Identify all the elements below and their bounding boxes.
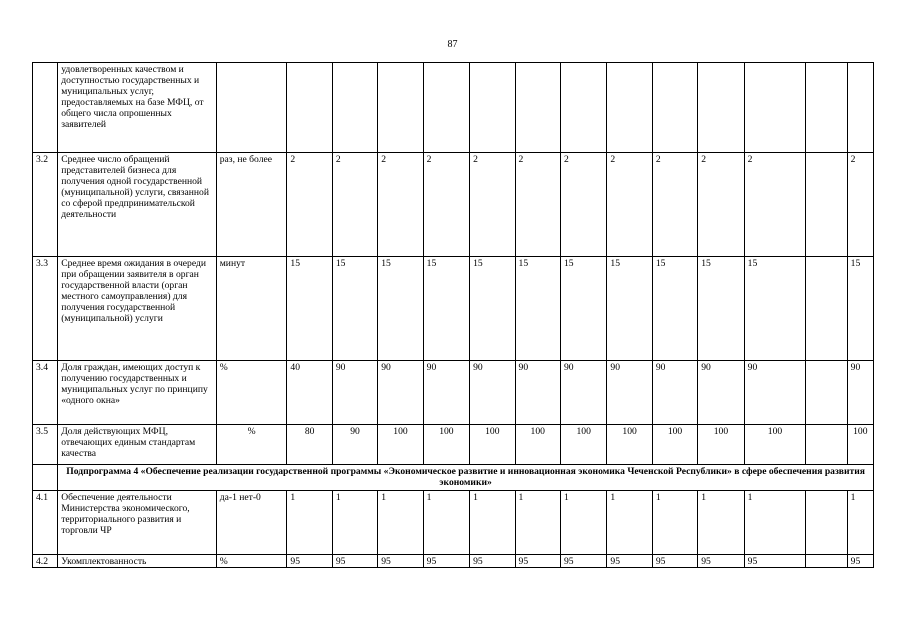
value-cell: 95 (470, 555, 515, 568)
value-cell: 2 (652, 153, 697, 257)
value-cell: 90 (423, 361, 469, 425)
value-cell: 90 (744, 361, 806, 425)
value-cell: 100 (607, 425, 652, 465)
value-cell: 15 (744, 257, 806, 361)
value-cell: 90 (470, 361, 515, 425)
value-cell: 2 (744, 153, 806, 257)
value-cell: 95 (332, 555, 377, 568)
value-cell: 15 (515, 257, 560, 361)
row-number-cell: 3.2 (33, 153, 58, 257)
value-cell: 100 (652, 425, 697, 465)
row-number-cell: 3.4 (33, 361, 58, 425)
value-cell: 100 (744, 425, 806, 465)
indicators-table (32, 62, 874, 568)
value-cell: 40 (287, 361, 332, 425)
value-cell: 1 (744, 491, 806, 555)
value-cell: 1 (470, 491, 515, 555)
value-cell: 95 (652, 555, 697, 568)
value-cell: 90 (698, 361, 744, 425)
value-cell (806, 361, 847, 425)
value-cell: 2 (378, 153, 423, 257)
unit-cell: да-1 нет-0 (216, 491, 287, 555)
value-cell: 100 (560, 425, 606, 465)
indicator-cell: Укомплектованность (58, 555, 217, 568)
value-cell: 1 (847, 491, 873, 555)
table-row (33, 257, 874, 361)
value-cell: 2 (698, 153, 744, 257)
value-cell: 2 (332, 153, 377, 257)
indicator-cell: Обеспечение деятельности Министерства экономического, территориального развития и торговли ЧР (58, 491, 217, 555)
value-cell: 1 (423, 491, 469, 555)
table-row (33, 63, 874, 153)
page-number: 87 (447, 39, 458, 50)
value-cell: 90 (515, 361, 560, 425)
value-cell: 15 (698, 257, 744, 361)
value-cell: 15 (378, 257, 423, 361)
value-cell: 90 (378, 361, 423, 425)
value-cell: 95 (287, 555, 332, 568)
value-cell: 1 (698, 491, 744, 555)
value-cell: 95 (560, 555, 606, 568)
value-cell: 1 (515, 491, 560, 555)
value-cell: 2 (470, 153, 515, 257)
value-cell: 90 (560, 361, 606, 425)
table-row (33, 425, 874, 465)
table-row (33, 153, 874, 257)
value-cell: 1 (287, 491, 332, 555)
value-cell: 95 (847, 555, 873, 568)
table-row (33, 555, 874, 568)
subprogram-title: Подпрограмма 4 «Обеспечение реализации государственной программы «Экономическое развитие и инновационная экономика Чеченской Республики» в сфере обеспечения развития экономики» (58, 465, 874, 491)
value-cell: 100 (698, 425, 744, 465)
value-cell (806, 425, 847, 465)
indicator-cell: Доля граждан, имеющих доступ к получению государственных и муниципальных услуг по принципу «одного окна» (58, 361, 217, 425)
indicator-cell: Среднее время ожидания в очереди при обращении заявителя в орган государственной власти (орган местного самоуправления) для получения государственной (муниципальной) услуги (58, 257, 217, 361)
value-cell: 100 (423, 425, 469, 465)
value-cell: 1 (378, 491, 423, 555)
value-cell: 15 (652, 257, 697, 361)
value-cell (806, 153, 847, 257)
value-cell: 90 (332, 425, 377, 465)
unit-cell: % (216, 361, 287, 425)
value-cell: 2 (847, 153, 873, 257)
row-number-cell: 3.5 (33, 425, 58, 465)
unit-cell (216, 63, 287, 153)
unit-cell: минут (216, 257, 287, 361)
value-cell: 100 (847, 425, 873, 465)
value-cell: 1 (607, 491, 652, 555)
value-cell: 95 (698, 555, 744, 568)
value-cell: 15 (332, 257, 377, 361)
value-cell: 90 (847, 361, 873, 425)
value-cell: 2 (560, 153, 606, 257)
value-cell: 2 (423, 153, 469, 257)
value-cell: 95 (744, 555, 806, 568)
table-row (33, 491, 874, 555)
value-cell: 15 (847, 257, 873, 361)
unit-cell: раз, не более (216, 153, 287, 257)
table-row (33, 361, 874, 425)
value-cell: 80 (287, 425, 332, 465)
value-cell (806, 257, 847, 361)
value-cell: 100 (378, 425, 423, 465)
value-cell: 15 (607, 257, 652, 361)
indicator-cell: Доля действующих МФЦ, отвечающих единым стандартам качества (58, 425, 217, 465)
value-cell: 2 (515, 153, 560, 257)
value-cell (806, 491, 847, 555)
value-cell (806, 555, 847, 568)
row-number-cell: 3.3 (33, 257, 58, 361)
value-cell: 95 (515, 555, 560, 568)
value-cell: 100 (515, 425, 560, 465)
value-cell: 15 (470, 257, 515, 361)
row-number-cell: 4.1 (33, 491, 58, 555)
subprogram-row (33, 465, 874, 491)
value-cell: 1 (560, 491, 606, 555)
value-cell: 1 (652, 491, 697, 555)
value-cell: 2 (287, 153, 332, 257)
value-cell: 90 (332, 361, 377, 425)
row-number-cell (33, 63, 58, 153)
value-cell: 1 (332, 491, 377, 555)
value-cell: 95 (423, 555, 469, 568)
unit-cell: % (216, 425, 287, 465)
row-number-cell: 4.2 (33, 555, 58, 568)
value-cell: 100 (470, 425, 515, 465)
indicator-cell: удовлетворенных качеством и доступностью государственных и муниципальных услуг, предоставляемых на базе МФЦ, от общего числа опрошенных заявителей (58, 63, 217, 153)
value-cell: 95 (378, 555, 423, 568)
value-cell: 2 (607, 153, 652, 257)
value-cell: 15 (423, 257, 469, 361)
value-cell: 15 (287, 257, 332, 361)
value-cell: 15 (560, 257, 606, 361)
value-cell: 95 (607, 555, 652, 568)
indicator-cell: Среднее число обращений представителей бизнеса для получения одной государственной (муниципальной) услуги, связанной со сферой предпринимательской деятельности (58, 153, 217, 257)
value-cell: 90 (607, 361, 652, 425)
unit-cell: % (216, 555, 287, 568)
value-cell: 90 (652, 361, 697, 425)
